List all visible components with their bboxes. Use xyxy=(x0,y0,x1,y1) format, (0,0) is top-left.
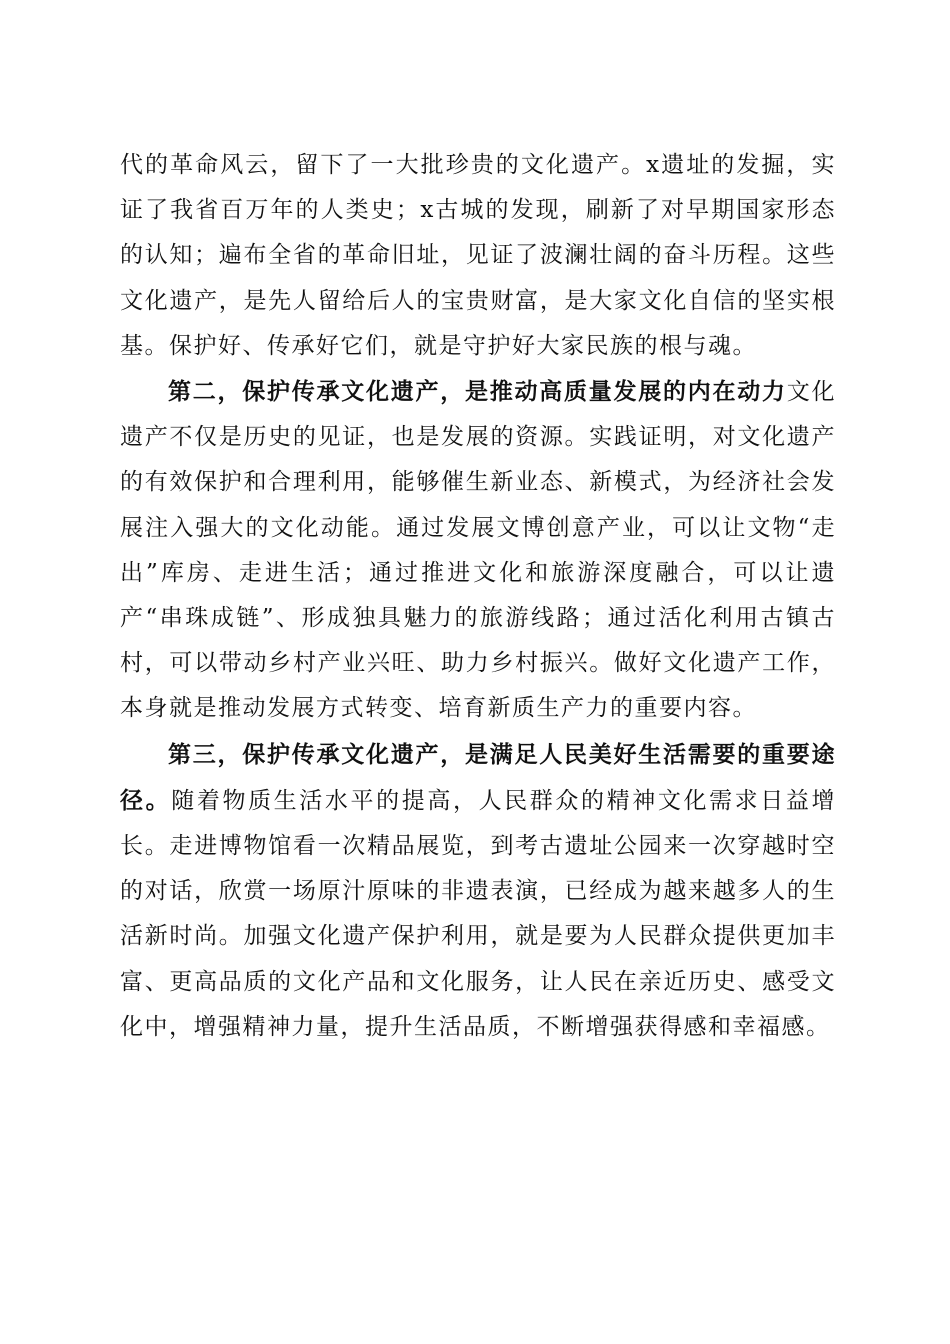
paragraph-2-text: 文化遗产不仅是历史的见证，也是发展的资源。实践证明，对文化遗产的有效保护和合理利用，能够催生新业态、新模式，为经济社会发展注入强大的文化动能。通过发展文博创意产业，可以让文物“走出”库房、走进生活；通过推进文化和旅游深度融合，可以让遗产“串珠成链”、形成独具魅力的旅游线路；通过活化利用古镇古村，可以带动乡村产业兴旺、助力乡村振兴。做好文化遗产工作，本身就是推动发展方式转变、培育新质生产力的重要内容。 xyxy=(120,379,836,722)
document-body xyxy=(120,143,836,1050)
paragraph-3-heading: 第三，保护传承文化遗产，是满足人民美好生活需要的重要途径。 xyxy=(120,740,836,814)
paragraph-2-heading: 第二，保护传承文化遗产，是推动高质量发展的内在动力 xyxy=(168,378,787,406)
paragraph-1 xyxy=(120,143,836,369)
paragraph-1-text: 代的革命风云，留下了一大批珍贵的文化遗产。x遗址的发掘，实证了我省百万年的人类史；x古城的发现，刷新了对早期国家形态的认知；遍布全省的革命旧址，见证了波澜壮阔的奋斗历程。这些文化遗产，是先人留给后人的宝贵财富，是大家文化自信的坚实根基。保护好、传承好它们，就是守护好大家民族的根与魂。 xyxy=(120,152,836,359)
paragraph-2 xyxy=(120,369,836,732)
paragraph-3-text: 随着物质生活水平的提高，人民群众的精神文化需求日益增长。走进博物馆看一次精品展览，到考古遗址公园来一次穿越时空的对话，欣赏一场原汁原味的非遗表演，已经成为越来越多人的生活新时尚。加强文化遗产保护利用，就是要为人民群众提供更加丰富、更高品质的文化产品和文化服务，让人民在亲近历史、感受文化中，增强精神力量，提升生活品质，不断增强获得感和幸福感。 xyxy=(120,787,837,1040)
paragraph-3 xyxy=(120,732,836,1050)
